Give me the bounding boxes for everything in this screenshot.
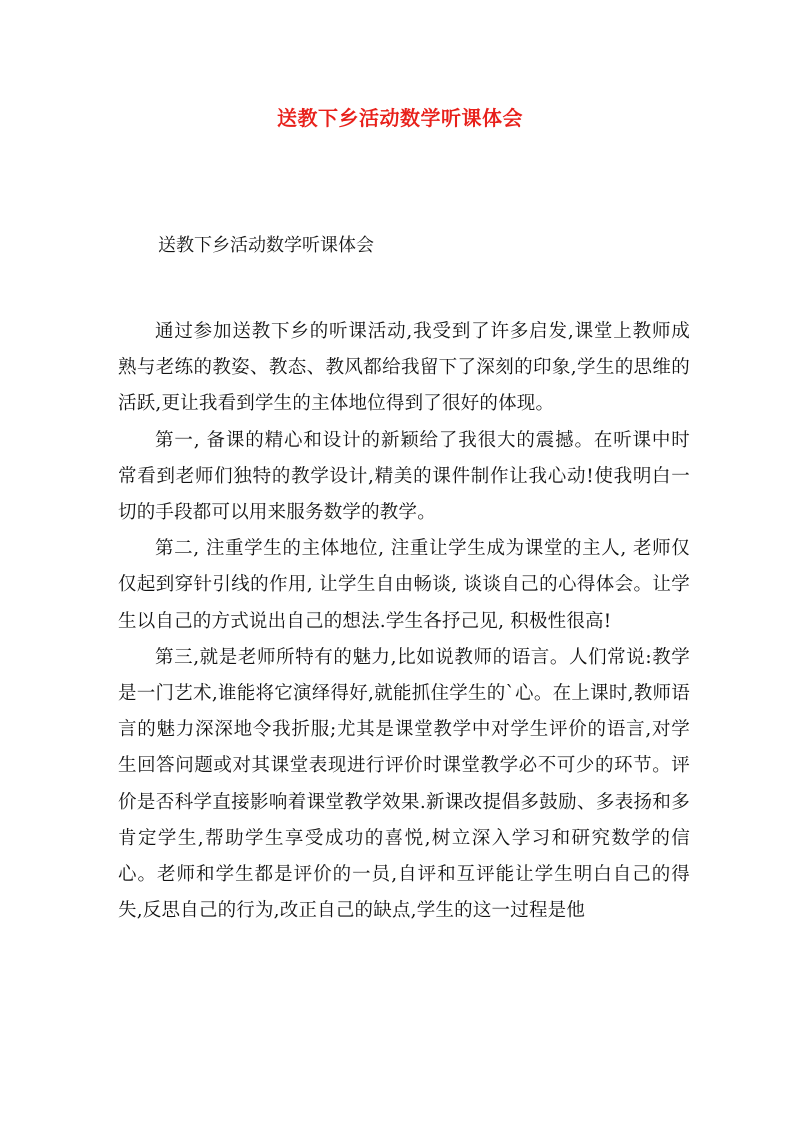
- paragraph-third: 第三,就是老师所特有的魅力,比如说教师的语言。人们常说:教学是一门艺术,谁能将它演绎得好,就能抓住学生的`心。在上课时,教师语言的魅力深深地令我折服;尤其是课堂教学中对学生评价的语言,对学生回答问题或对其课堂表现进行评价时课堂教学必不可少的环节。评价是否科学直接影响着课堂教学效果.新课改提倡多鼓励、多表扬和多肯定学生,帮助学生享受成功的喜悦,树立深入学习和研究数学的信心。老师和学生都是评价的一员,自评和互评能让学生明白自己的得失,反思自己的行为,改正自己的缺点,学生的这一过程是他: [118, 646, 690, 922]
- paragraph-first: 第一, 备课的精心和设计的新颖给了我很大的震撼。在听课中时常看到老师们独特的教学设计,精美的课件制作让我心动!使我明白一切的手段都可以用来服务数学的教学。: [118, 429, 690, 524]
- paragraph-intro: 通过参加送教下乡的听课活动,我受到了许多启发,课堂上教师成熟与老练的教姿、教态、教风都给我留下了深刻的印象,学生的思维的活跃,更让我看到学生的主体地位得到了很好的体现。: [118, 321, 690, 415]
- document-subtitle: 送教下乡活动数学听课体会: [158, 235, 374, 256]
- paragraph-second: 第二, 注重学生的主体地位, 注重让学生成为课堂的主人, 老师仅仅起到穿针引线的作用, 让学生自由畅谈, 谈谈自己的心得体会。让学生以自己的方式说出自己的想法.学生各抒己见, 积极性很高!: [118, 538, 690, 632]
- document-body: [118, 314, 690, 929]
- document-title: 送教下乡活动数学听课体会: [277, 106, 523, 130]
